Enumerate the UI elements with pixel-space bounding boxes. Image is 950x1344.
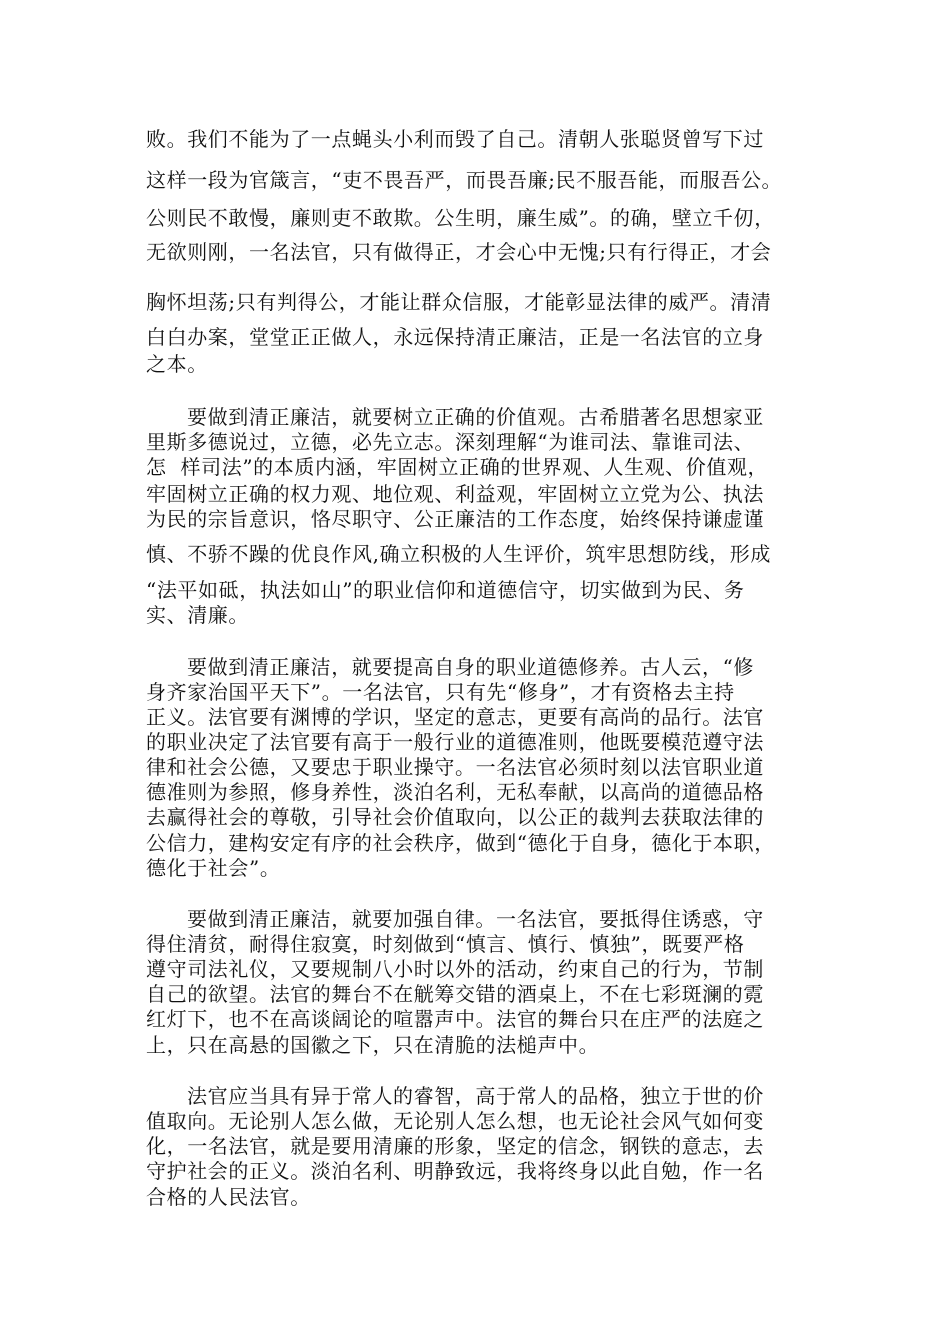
text-line: 里斯多德说过，立德，必先立志。深刻理解“为谁司法、靠谁司法、 [146,430,755,454]
text-line: 怎 样司法”的本质内涵，牢固树立正确的世界观、人生观、价值观， [146,455,769,479]
text-line: 合格的人民法官。 [146,1185,311,1209]
text-line: 要做到清正廉洁，就要加强自律。一名法官，要抵得住诱惑，守 [187,907,764,931]
text-line: 红灯下，也不在高谈阔论的喧嚣声中。法官的舞台只在庄严的法庭之 [146,1007,764,1031]
text-line: 守护社会的正义。淡泊名利、明静致远，我将终身以此自勉，作一名 [146,1159,764,1183]
text-line: 白白办案，堂堂正正做人，永远保持清正廉洁，正是一名法官的立身 [146,325,764,349]
text-line: 法官应当具有异于常人的睿智，高于常人的品格，独立于世的价 [187,1084,764,1108]
text-line: 败。我们不能为了一点蝇头小利而毁了自己。清朝人张聪贤曾写下过 [146,127,764,151]
text-line: 要做到清正廉洁，就要提高自身的职业道德修养。古人云，“修 [187,655,755,679]
text-line: 律和社会公德，又要忠于职业操守。一名法官必须时刻以法官职业道 [146,755,764,779]
text-line: 化，一名法官，就是要用清廉的形象，坚定的信念，钢铁的意志，去 [146,1134,764,1158]
text-line: 德化于社会”。 [146,856,281,880]
text-line: 实、清廉。 [146,603,249,627]
text-line: 遵守司法礼仪，又要规制八小时以外的活动，约束自己的行为，节制 [146,957,764,981]
text-line: 这样一段为官箴言，“吏不畏吾严，而畏吾廉;民不服吾能，而服吾公。 [146,168,783,192]
text-line: 身齐家治国平天下”。一名法官，只有先“修身”，才有资格去主持 [146,680,735,704]
text-line: 正义。法官要有渊博的学识，坚定的意志，更要有高尚的品行。法官 [146,705,764,729]
text-line: 自己的欲望。法官的舞台不在觥筹交错的酒桌上，不在七彩斑澜的霓 [146,982,764,1006]
text-line: 得住清贫，耐得住寂寞，时刻做到“慎言、慎行、慎独”，既要严格 [146,932,745,956]
text-line: 慎、不骄不躁的优良作风,确立积极的人生评价，筑牢思想防线，形成 [146,542,771,566]
text-line: 德准则为参照，修身养性，淡泊名利，无私奉献，以高尚的道德品格 [146,780,764,804]
text-line: 的职业决定了法官要有高于一般行业的道德准则，他既要模范遵守法 [146,730,764,754]
text-line: 要做到清正廉洁，就要树立正确的价值观。古希腊著名思想家亚 [187,405,764,429]
text-line: 去赢得社会的尊敬，引导社会价值取向，以公正的裁判去获取法律的 [146,805,764,829]
text-line: 牢固树立正确的权力观、地位观、利益观，牢固树立立党为公、执法 [146,482,764,506]
text-line: 公则民不敢慢，廉则吏不敢欺。公生明，廉生威”。的确，壁立千仞， [146,206,775,230]
text-line: 值取向。无论别人怎么做，无论别人怎么想，也无论社会风气如何变 [146,1109,764,1133]
text-line: 为民的宗旨意识，恪尽职守、公正廉洁的工作态度，始终保持谦虚谨 [146,507,764,531]
text-line: 无欲则刚，一名法官，只有做得正，才会心中无愧;只有行得正，才会 [146,240,772,264]
text-line: “法平如砥，执法如山”的职业信仰和道德信守，切实做到为民、务 [146,578,745,602]
text-line: 上，只在高悬的国徽之下，只在清脆的法槌声中。 [146,1033,600,1057]
text-line: 胸怀坦荡;只有判得公，才能让群众信服，才能彰显法律的威严。清清 [146,290,772,314]
text-line: 之本。 [146,352,208,376]
text-line: 公信力，建构安定有序的社会秩序，做到“德化于自身，德化于本职， [146,831,775,855]
